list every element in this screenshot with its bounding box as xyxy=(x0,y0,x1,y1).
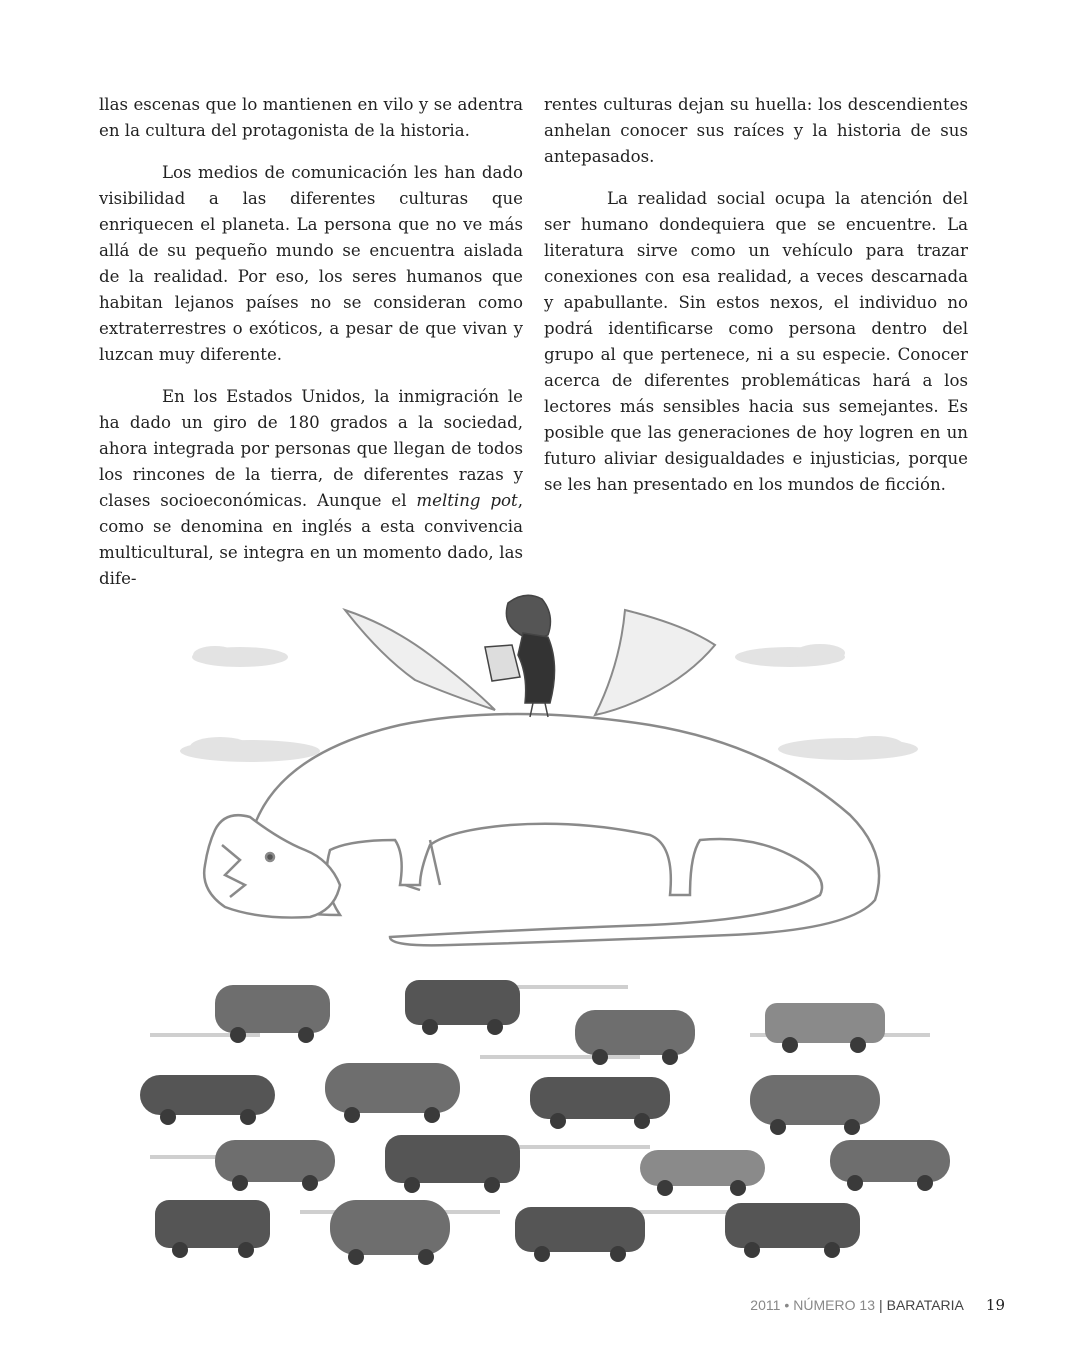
left-text-column xyxy=(99,92,523,608)
cars xyxy=(140,980,950,1265)
paragraph: llas escenas que lo mantienen en vilo y se adentra en la cultura del protagonista de la historia. xyxy=(99,95,523,140)
right-text-column xyxy=(544,92,968,514)
paragraph-text: En los Estados Unidos, la inmigración le ha dado un giro de 180 grados a la sociedad, ahora integrada por personas que llegan de todos los rincones de la tierra, de diferentes razas y clases socioeconómicas. Aunque el xyxy=(99,387,523,510)
footer-year: 2011 xyxy=(750,1297,781,1313)
footer-publication: BARATARIA xyxy=(886,1297,964,1313)
paragraph xyxy=(99,384,523,592)
page-number: 19 xyxy=(985,1296,1005,1314)
footer-bar: | xyxy=(878,1297,883,1313)
footer-separator: • xyxy=(784,1297,790,1313)
dragon-traffic-illustration xyxy=(130,585,980,1275)
emphasis-term: melting pot xyxy=(416,491,518,510)
paragraph: La realidad social ocupa la atención del ser humano dondequiera que se encuentre. La literatura sirve como un vehículo para trazar conexiones con esa realidad, a veces descarnada y apabullante. Sin estos nexos, el individuo no podrá identificarse como persona dentro del grupo al que pertenece, ni a su especie. Conocer acerca de diferentes problemáticas hará a los lectores más sensibles hacia sus semejantes. Es posible que las generaciones de hoy logren en un futuro aliviar desigualdades e injusticias, porque se les han presentado en los mundos de ficción. xyxy=(544,189,968,494)
paragraph-text: , como se denomina en inglés a esta convivencia multicultural, se integra en un momento dado, las dife- xyxy=(99,491,523,588)
girl-reading xyxy=(485,595,555,717)
paragraph: rentes culturas dejan su huella: los descendientes anhelan conocer sus raíces y la historia de sus antepasados. xyxy=(544,95,968,166)
page-footer xyxy=(750,1296,1005,1314)
paragraph: Los medios de comunicación les han dado visibilidad a las diferentes culturas que enriquecen el planeta. La persona que no ve más allá de su pequeño mundo se encuentra aislada de la realidad. Por eso, los seres humanos que habitan lejanos países no se consideran como extraterrestres o exóticos, a pesar de que vivan y luzcan muy diferente. xyxy=(99,163,523,364)
footer-issue: NÚMERO 13 xyxy=(793,1297,875,1313)
